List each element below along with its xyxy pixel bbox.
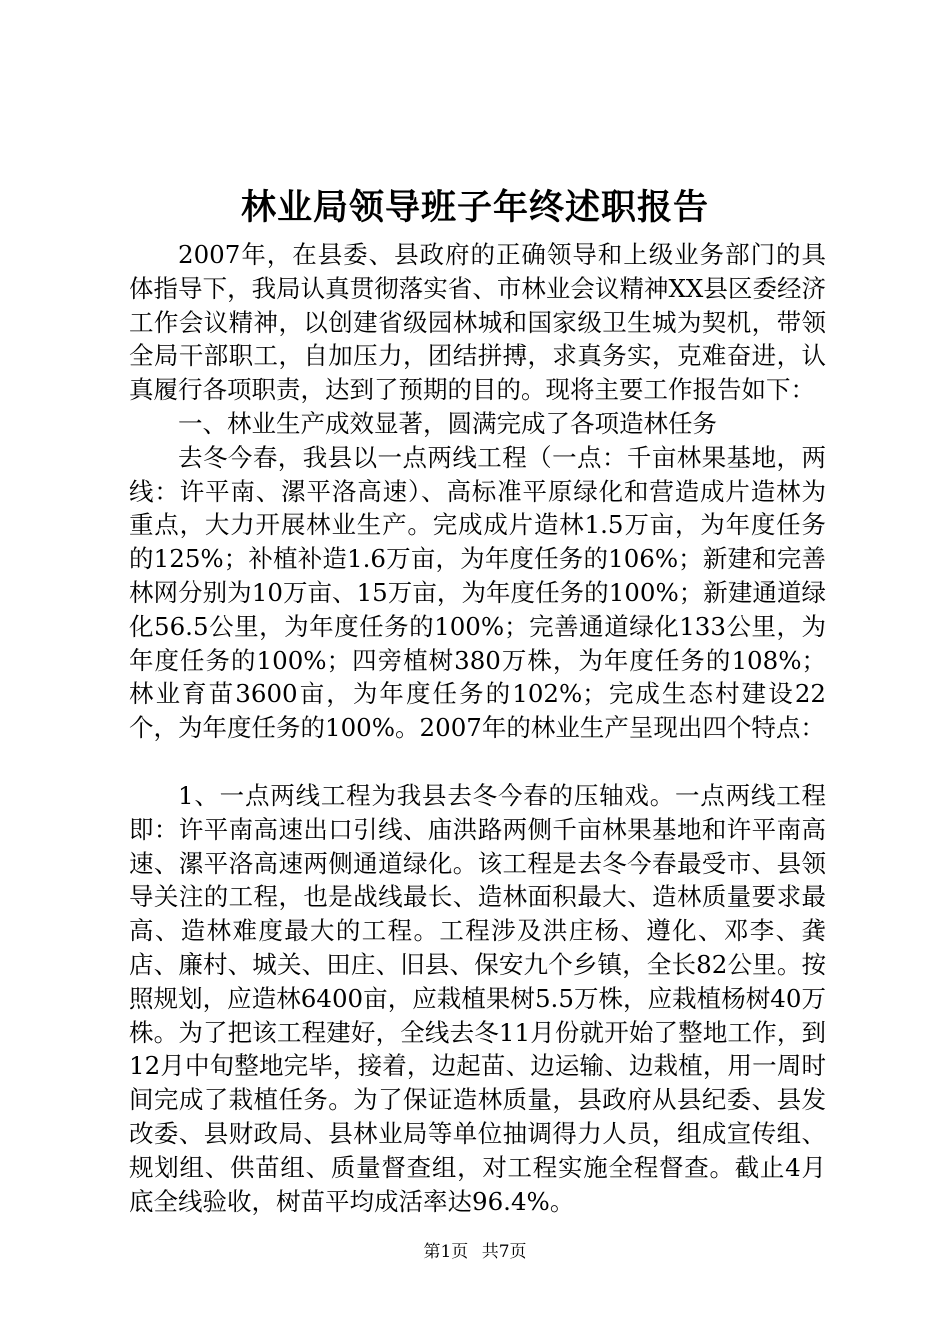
document-body [129, 238, 826, 1218]
body-paragraph: 1、一点两线工程为我县去冬今春的压轴戏。一点两线工程即：许平南高速出口引线、庙洪路两侧千亩林果基地和许平南高速、漯平洛高速两侧通道绿化。该工程是去冬今春最受市、县领导关注的工程，也是战线最长、造林面积最大、造林质量要求最高、造林难度最大的工程。工程涉及洪庄杨、遵化、邓李、龚店、廉村、城关、田庄、旧县、保安九个乡镇，全长82公里。按照规划，应造林6400亩，应栽植果树5.5万株，应栽植杨树40万株。为了把该工程建好，全线去冬11月份就开始了整地工作，到12月中旬整地完毕，接着，边起苗、边运输、边栽植，用一周时间完成了栽植任务。为了保证造林质量，县政府从县纪委、县发改委、县财政局、县林业局等单位抽调得力人员，组成宣传组、规划组、供苗组、质量督查组，对工程实施全程督查。截止4月底全线验收，树苗平均成活率达96.4%。 [129, 780, 826, 1216]
paragraph-spacer [129, 745, 826, 779]
body-paragraph: 去冬今春，我县以一点两线工程（一点：千亩林果基地，两线：许平南、漯平洛高速）、高标准平原绿化和营造成片造林为重点，大力开展林业生产。完成成片造林1.5万亩，为年度任务的125%；补植补造1.6万亩，为年度任务的106%；新建和完善林网分别为10万亩、15万亩，为年度任务的100%；新建通道绿化56.5公里，为年度任务的100%；完善通道绿化133公里，为年度任务的100%；四旁植树380万株，为年度任务的108%；林业育苗3600亩，为年度任务的102%；完成生态村建设22个，为年度任务的100%。2007年的林业生产呈现出四个特点： [129, 442, 826, 743]
document-title: 林业局领导班子年终述职报告 [240, 187, 709, 228]
section-heading: 一、林业生产成效显著，圆满完成了各项造林任务 [178, 408, 717, 438]
intro-paragraph: 2007年，在县委、县政府的正确领导和上级业务部门的具体指导下，我局认真贯彻落实省、市林业会议精神XX县区委经济工作会议精神，以创建省级园林城和国家级卫生城为契机，带领全局干部职工，自加压力，团结拼搏，求真务实，克难奋进，认真履行各项职责，达到了预期的目的。现将主要工作报告如下： [129, 240, 826, 405]
page-footer [0, 1240, 950, 1264]
page-total: 共7页 [481, 1242, 527, 1262]
page-number: 第1页 [423, 1242, 469, 1262]
